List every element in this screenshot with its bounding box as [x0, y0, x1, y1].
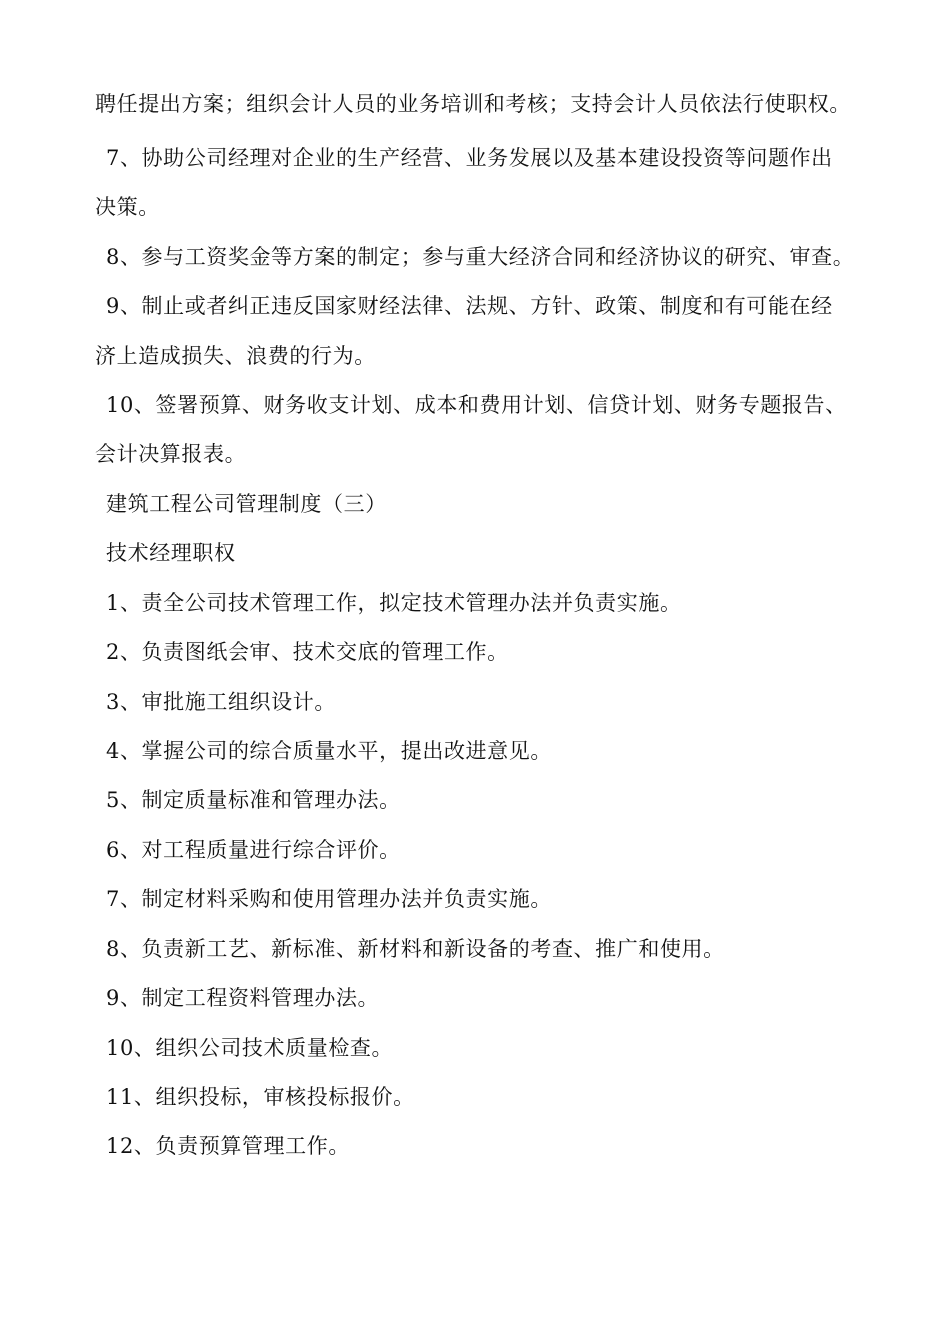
- duty-item-9: 9、制定工程资料管理办法。: [106, 986, 380, 1010]
- list-item-7-line1: 7、协助公司经理对企业的生产经营、业务发展以及基本建设投资等问题作出: [106, 146, 833, 170]
- duty-item-2: 2、负责图纸会审、技术交底的管理工作。: [106, 640, 509, 664]
- duty-item-1: 1、责全公司技术管理工作，拟定技术管理办法并负责实施。: [106, 591, 682, 615]
- duty-item-3: 3、审批施工组织设计。: [106, 690, 336, 714]
- list-item-10-line2: 会计决算报表。: [95, 442, 247, 466]
- duty-item-7: 7、制定材料采购和使用管理办法并负责实施。: [106, 887, 552, 911]
- section-title: 建筑工程公司管理制度（三）: [106, 492, 387, 516]
- list-item-10-line1: 10、签署预算、财务收支计划、成本和费用计划、信贷计划、财务专题报告、: [106, 393, 847, 417]
- duty-item-11: 11、组织投标，审核投标报价。: [106, 1085, 415, 1109]
- paragraph-line: 聘任提出方案；组织会计人员的业务培训和考核；支持会计人员依法行使职权。: [95, 92, 851, 116]
- duty-item-4: 4、掌握公司的综合质量水平，提出改进意见。: [106, 739, 552, 763]
- list-item-9-line2: 济上造成损失、浪费的行为。: [95, 344, 376, 368]
- section-subtitle: 技术经理职权: [106, 541, 236, 565]
- duty-item-12: 12、负责预算管理工作。: [106, 1134, 350, 1158]
- list-item-9-line1: 9、制止或者纠正违反国家财经法律、法规、方针、政策、制度和有可能在经: [106, 294, 833, 318]
- duty-item-5: 5、制定质量标准和管理办法。: [106, 788, 401, 812]
- duty-item-8: 8、负责新工艺、新标准、新材料和新设备的考查、推广和使用。: [106, 937, 725, 961]
- list-item-8: 8、参与工资奖金等方案的制定；参与重大经济合同和经济协议的研究、审查。: [106, 245, 855, 269]
- duty-item-6: 6、对工程质量进行综合评价。: [106, 838, 401, 862]
- duty-item-10: 10、组织公司技术质量检查。: [106, 1036, 394, 1060]
- list-item-7-line2: 决策。: [95, 195, 160, 219]
